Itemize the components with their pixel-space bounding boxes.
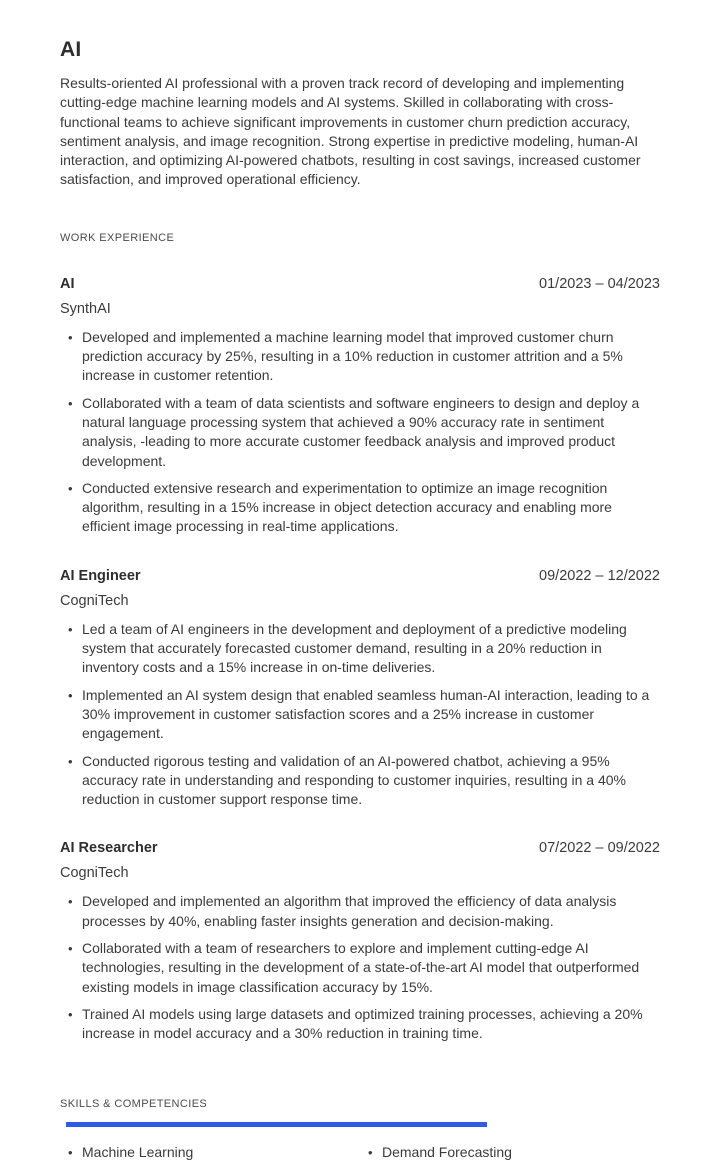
job-bullet: • Developed and implemented an algorithm that improved the efficiency of data analysis processes by 40%, enabling faster insights generation and decision-making. [60, 892, 655, 931]
job-bullet: • Led a team of AI engineers in the development and deployment of a predictive modeling system that accurately forecasted customer demand, resulting in a 20% reduction in inventory costs and a 15% increase in on-time deliveries. [60, 620, 655, 678]
skill-item: • Demand Forecasting [360, 1143, 650, 1162]
job-entry [60, 275, 660, 537]
skills-list [60, 1143, 660, 1162]
job-title: AI Engineer [60, 567, 141, 584]
job-header [60, 839, 660, 858]
job-bullet: • Conducted rigorous testing and validation of an AI-powered chatbot, achieving a 95% accuracy rate in understanding and responding to customer inquiries, resulting in a 40% reduction in customer support response time. [60, 752, 655, 810]
job-bullet: • Collaborated with a team of data scientists and software engineers to design and deploy a natural language processing system that achieved a 90% accuracy rate in sentiment analysis, -leading to more accurate customer feedback analysis and improved product development. [60, 394, 655, 471]
job-company: CogniTech [60, 865, 129, 882]
job-bullet: • Trained AI models using large datasets and optimized training processes, achieving a 20% increase in model accuracy and a 30% reduction in training time. [60, 1005, 655, 1044]
work-experience-list [60, 275, 660, 1044]
skill-item: • Machine Learning [60, 1143, 350, 1162]
job-company: SynthAI [60, 300, 111, 317]
job-entry [60, 839, 660, 1043]
job-bullets [60, 328, 660, 537]
job-bullet: • Implemented an AI system design that enabled seamless human-AI interaction, leading to a 30% improvement in customer satisfaction scores and a 25% increase in customer engagement. [60, 686, 655, 744]
job-bullets [60, 620, 660, 810]
selection-highlight-bar [66, 1122, 487, 1127]
job-title: AI Researcher [60, 840, 158, 857]
job-dates: 01/2023 – 04/2023 [539, 275, 660, 292]
job-bullet: • Conducted extensive research and experimentation to optimize an image recognition algorithm, resulting in a 15% increase in object detection accuracy and enabling more efficient image processing in real-time applications. [60, 479, 655, 537]
job-header [60, 275, 660, 294]
job-bullet: • Collaborated with a team of researchers to explore and implement cutting-edge AI technologies, resulting in the development of a state-of-the-art AI model that outperformed existing models in image classification accuracy by 15%. [60, 939, 655, 997]
job-title: AI [60, 275, 75, 292]
job-entry [60, 567, 660, 810]
job-header [60, 567, 660, 586]
job-company: CogniTech [60, 592, 129, 609]
job-bullet: • Developed and implemented a machine learning model that improved customer churn prediction accuracy by 25%, resulting in a 10% reduction in customer attrition and a 5% increase in customer retention. [60, 328, 655, 386]
job-dates: 07/2022 – 09/2022 [539, 840, 660, 857]
resume-title: AI [60, 38, 82, 61]
skills-heading: SKILLS & COMPETENCIES [60, 1097, 208, 1110]
job-bullets [60, 892, 660, 1043]
summary-paragraph: Results-oriented AI professional with a proven track record of developing and implementing cutting-edge machine learning models and AI systems. Skilled in collaborating with cross-functional teams to achieve significant improvements in customer churn prediction accuracy, sentiment analysis, and image recognition. Strong expertise in predictive modeling, human-AI interaction, and optimizing AI-powered chatbots, resulting in cost savings, increased customer satisfaction, and improved operational efficiency. [60, 75, 641, 188]
work-experience-heading: WORK EXPERIENCE [60, 231, 175, 244]
job-dates: 09/2022 – 12/2022 [539, 567, 660, 584]
